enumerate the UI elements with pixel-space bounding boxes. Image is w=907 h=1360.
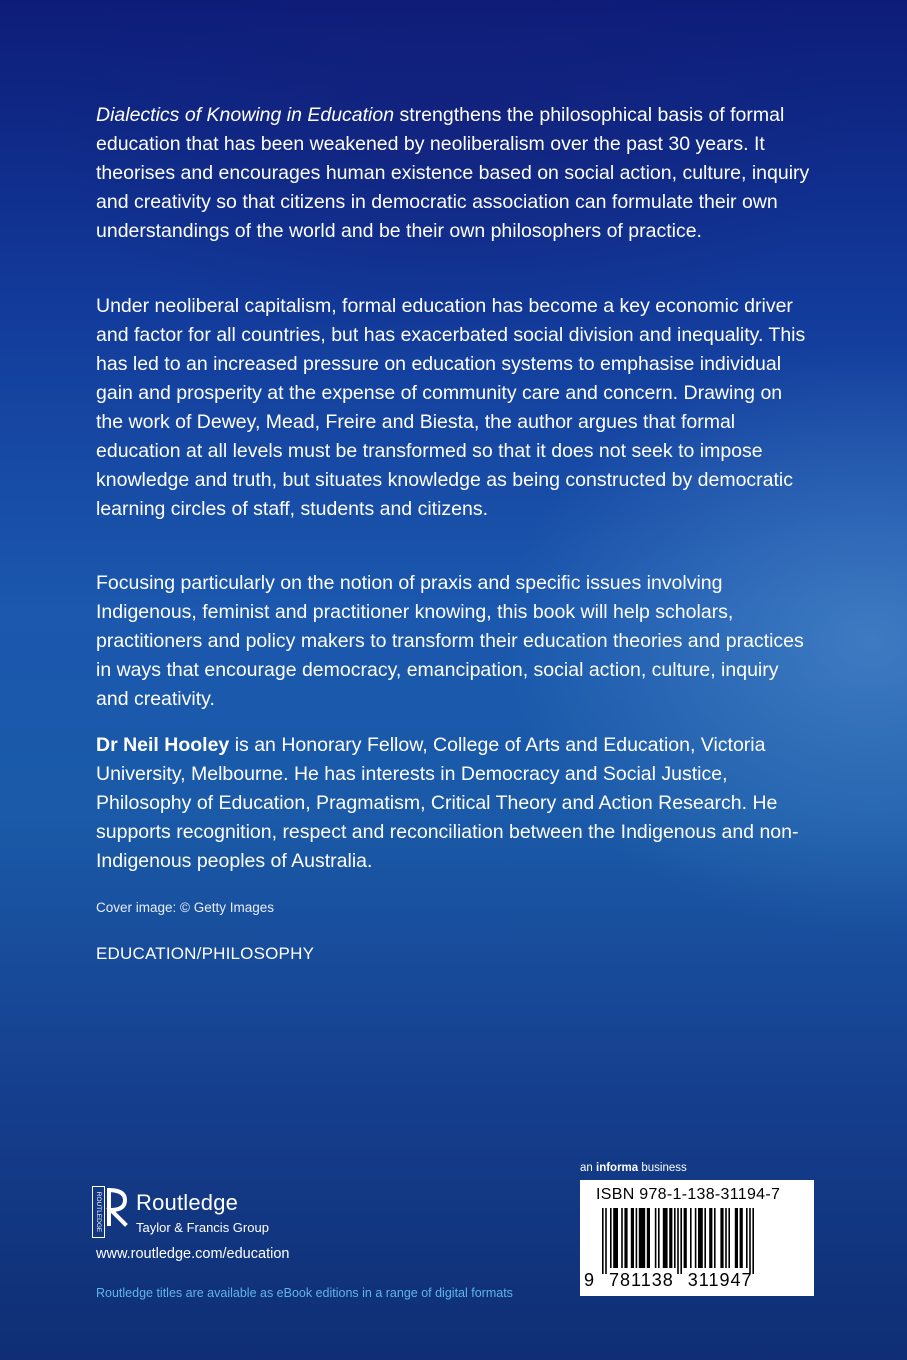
barcode-bar	[728, 1208, 730, 1268]
informa-brand: informa	[596, 1162, 639, 1174]
barcode-bar	[749, 1208, 751, 1274]
barcode-bar	[695, 1208, 697, 1268]
barcode-bar	[658, 1208, 660, 1268]
description-paragraph-3	[96, 569, 812, 714]
barcode-bar	[709, 1208, 712, 1268]
isbn-label: ISBN 978-1-138-31194-7	[596, 1186, 781, 1203]
barcode-bar	[610, 1208, 612, 1268]
barcode-bar	[613, 1208, 618, 1268]
routledge-emblem-icon	[92, 1186, 132, 1238]
barcode-bar	[746, 1208, 748, 1268]
barcode-bar	[624, 1208, 627, 1268]
barcode-bar	[698, 1208, 703, 1268]
barcode-bar	[636, 1208, 638, 1268]
publisher-name: Routledge	[136, 1190, 239, 1215]
description-paragraph-1-text: strengthens the philosophical basis of formal education that has been weakened by neoliberalism over the past 30 years. It theorises and encourages human existence based on social action, culture, inquiry and creativity so that citizens in democratic association can formulate their own understandings of the world and be their own philosophers of practice.	[96, 104, 810, 242]
barcode-digits	[584, 1270, 810, 1291]
author-name: Dr Neil Hooley	[96, 734, 230, 756]
barcode-bar	[674, 1208, 676, 1268]
book-title: Dialectics of Knowing in Education	[96, 104, 395, 126]
barcode-bar	[677, 1208, 679, 1274]
barcode-bar	[752, 1208, 754, 1274]
publisher-website-link[interactable]: www.routledge.com/education	[96, 1246, 290, 1262]
barcode-bar	[602, 1208, 604, 1274]
description-paragraph-2	[96, 292, 812, 524]
barcode-bar	[735, 1208, 738, 1268]
barcode-bar	[684, 1208, 687, 1268]
barcode-bar	[704, 1208, 706, 1268]
description-paragraph-3-text: Focusing particularly on the notion of praxis and specific issues involving Indigenous, feminist and practitioner knowing, this book will help scholars, practitioners and policy makers to transform their education theories and practices in ways that encourage democracy, emancipation, social action, culture, inquiry and creativity.	[96, 572, 804, 710]
barcode-bar	[639, 1208, 645, 1268]
routledge-logo	[92, 1186, 322, 1242]
barcode-digit-first: 9	[584, 1270, 596, 1290]
description-paragraph-1	[96, 101, 812, 246]
isbn-barcode	[580, 1180, 814, 1296]
description-paragraph-2-text: Under neoliberal capitalism, formal education has become a key economic driver and factor for all countries, but has exacerbated social division and inequality. This has led to an increased pressure on education systems to emphasise individual gain and prosperity at the expense of community care and concern. Drawing on the work of Dewey, Mead, Freire and Biesta, the author argues that formal education at all levels must be transformed so that it does not seek to impose knowledge and truth, but situates knowledge as being constructed by democratic learning circles of staff, students and citizens.	[96, 295, 806, 520]
author-bio-text: is an Honorary Fellow, College of Arts and Education, Victoria University, Melbourne. He has interests in Democracy and Social Justice, Philosophy of Education, Pragmatism, Critical Theory and Action Research. He supports recognition, respect and reconciliation between the Indigenous and non-Indigenous peoples of Australia.	[96, 734, 799, 872]
barcode-bar	[647, 1208, 650, 1268]
barcode-bar	[680, 1208, 682, 1274]
barcode-bar	[631, 1208, 634, 1268]
barcode-bar	[714, 1208, 716, 1268]
barcode-bar	[663, 1208, 668, 1268]
publisher-group: Taylor & Francis Group	[136, 1220, 269, 1235]
barcode-bar	[605, 1208, 607, 1274]
barcode-bar	[720, 1208, 723, 1268]
barcode-bar	[690, 1208, 692, 1268]
author-bio	[96, 731, 812, 876]
barcode-bar	[655, 1208, 657, 1268]
ebook-availability-note: Routledge titles are available as eBook editions in a range of digital formats	[96, 1286, 513, 1300]
subject-category: EDUCATION/PHILOSOPHY	[96, 944, 315, 963]
barcode-bar	[669, 1208, 672, 1268]
barcode-digits-group-1: 781138	[609, 1270, 674, 1290]
informa-business-tag: an informa business	[580, 1162, 687, 1174]
barcode-bar	[725, 1208, 727, 1268]
barcode-bars	[588, 1208, 806, 1274]
barcode-bar	[621, 1208, 623, 1268]
barcode-bar	[740, 1208, 743, 1268]
barcode-digits-group-2: 311947	[687, 1270, 753, 1290]
cover-image-credit: Cover image: © Getty Images	[96, 900, 275, 915]
routledge-emblem-text: ROUTLEDGE	[94, 1191, 102, 1233]
